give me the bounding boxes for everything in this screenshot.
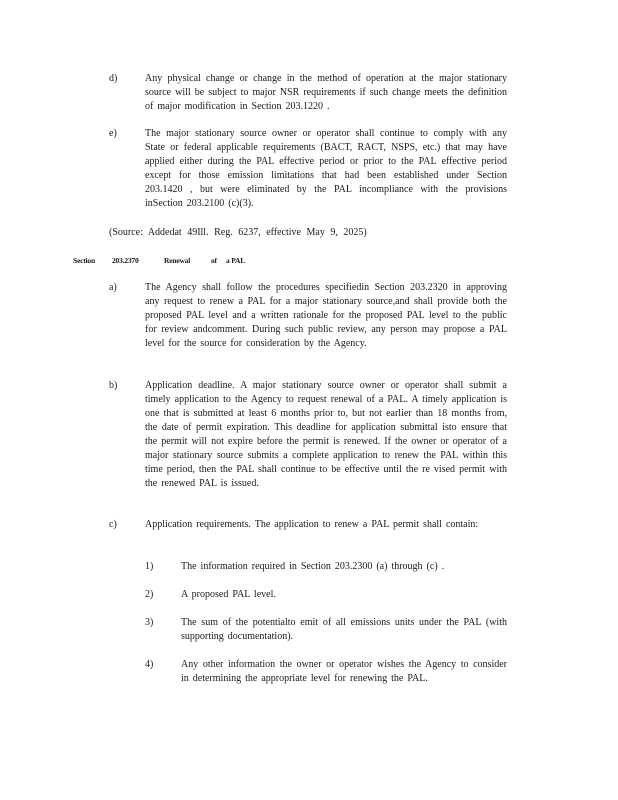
- item-label-a: a): [109, 282, 117, 293]
- item-text-b: Application deadline. A major stationary source owner or operator shall submit a timely application to the Agency to request renewal of a PAL. A timely application is one that is submitted at least 6 months prior to, but not earlier than 18 months from, the date of permit expiration. This deadline for application submittal isto ensure that the permit will not expire before the permit is renewed. If the owner or operator of a major stationary source submits a complete application to renew the PAL within this time period, then the PAL shall continue to be effective until the re vised permit with the renewed PAL is issued.: [145, 380, 507, 489]
- subitem-text-2: A proposed PAL level.: [181, 589, 276, 600]
- item-text-d: Any physical change or change in the method of operation at the major stationary source will be subject to major NSR requirements if such change meets the definition of major modification in Section 203.1220 .: [145, 73, 507, 112]
- item-text-a: The Agency shall follow the procedures specifiedin Section 203.2320 in approving any request to renew a PAL for a major stationary source,and shall provide both the proposed PAL level and a written rationale for the proposed PAL level to the public for review andcomment. During such public review, any person may propose a PAL level for the source for consideration by the Agency.: [145, 282, 507, 349]
- source-note: (Source: Addedat 49Ill. Reg. 6237, effective May 9, 2025): [109, 227, 367, 238]
- subitem-label-4: 4): [145, 659, 154, 670]
- item-label-c: c): [109, 519, 117, 530]
- subitem-text-1: The information required in Section 203.2300 (a) through (c) .: [181, 561, 445, 572]
- item-label-d: d): [109, 73, 118, 84]
- item-text-c: Application requirements. The application to renew a PAL permit shall contain:: [145, 519, 479, 530]
- item-label-b: b): [109, 380, 118, 391]
- subitem-label-1: 1): [145, 561, 154, 572]
- section-number: 203.2370: [112, 256, 139, 265]
- section-title-of: of: [211, 256, 217, 265]
- item-label-e: e): [109, 128, 117, 139]
- section-word: Section: [73, 256, 95, 265]
- section-title-renewal: Renewal: [164, 256, 191, 265]
- subitem-text-3: The sum of the potentialto emit of all emissions units under the PAL (with supporting documentation).: [181, 617, 507, 642]
- subitem-label-2: 2): [145, 589, 154, 600]
- section-title-pal: a PAL: [226, 256, 246, 265]
- subitem-label-3: 3): [145, 617, 154, 628]
- subitem-text-4: Any other information the owner or operator wishes the Agency to consider in determining the appropriate level for renewing the PAL.: [181, 659, 507, 684]
- item-text-e: The major stationary source owner or operator shall continue to comply with any State or federal applicable requirements (BACT, RACT, NSPS, etc.) that may have applied either during the PAL effective period or prior to the PAL effective period except for those emission limitations that had been established under Section 203.1420 , but were eliminated by the PAL incompliance with the provisions inSection 203.2100 (c)(3).: [145, 128, 507, 209]
